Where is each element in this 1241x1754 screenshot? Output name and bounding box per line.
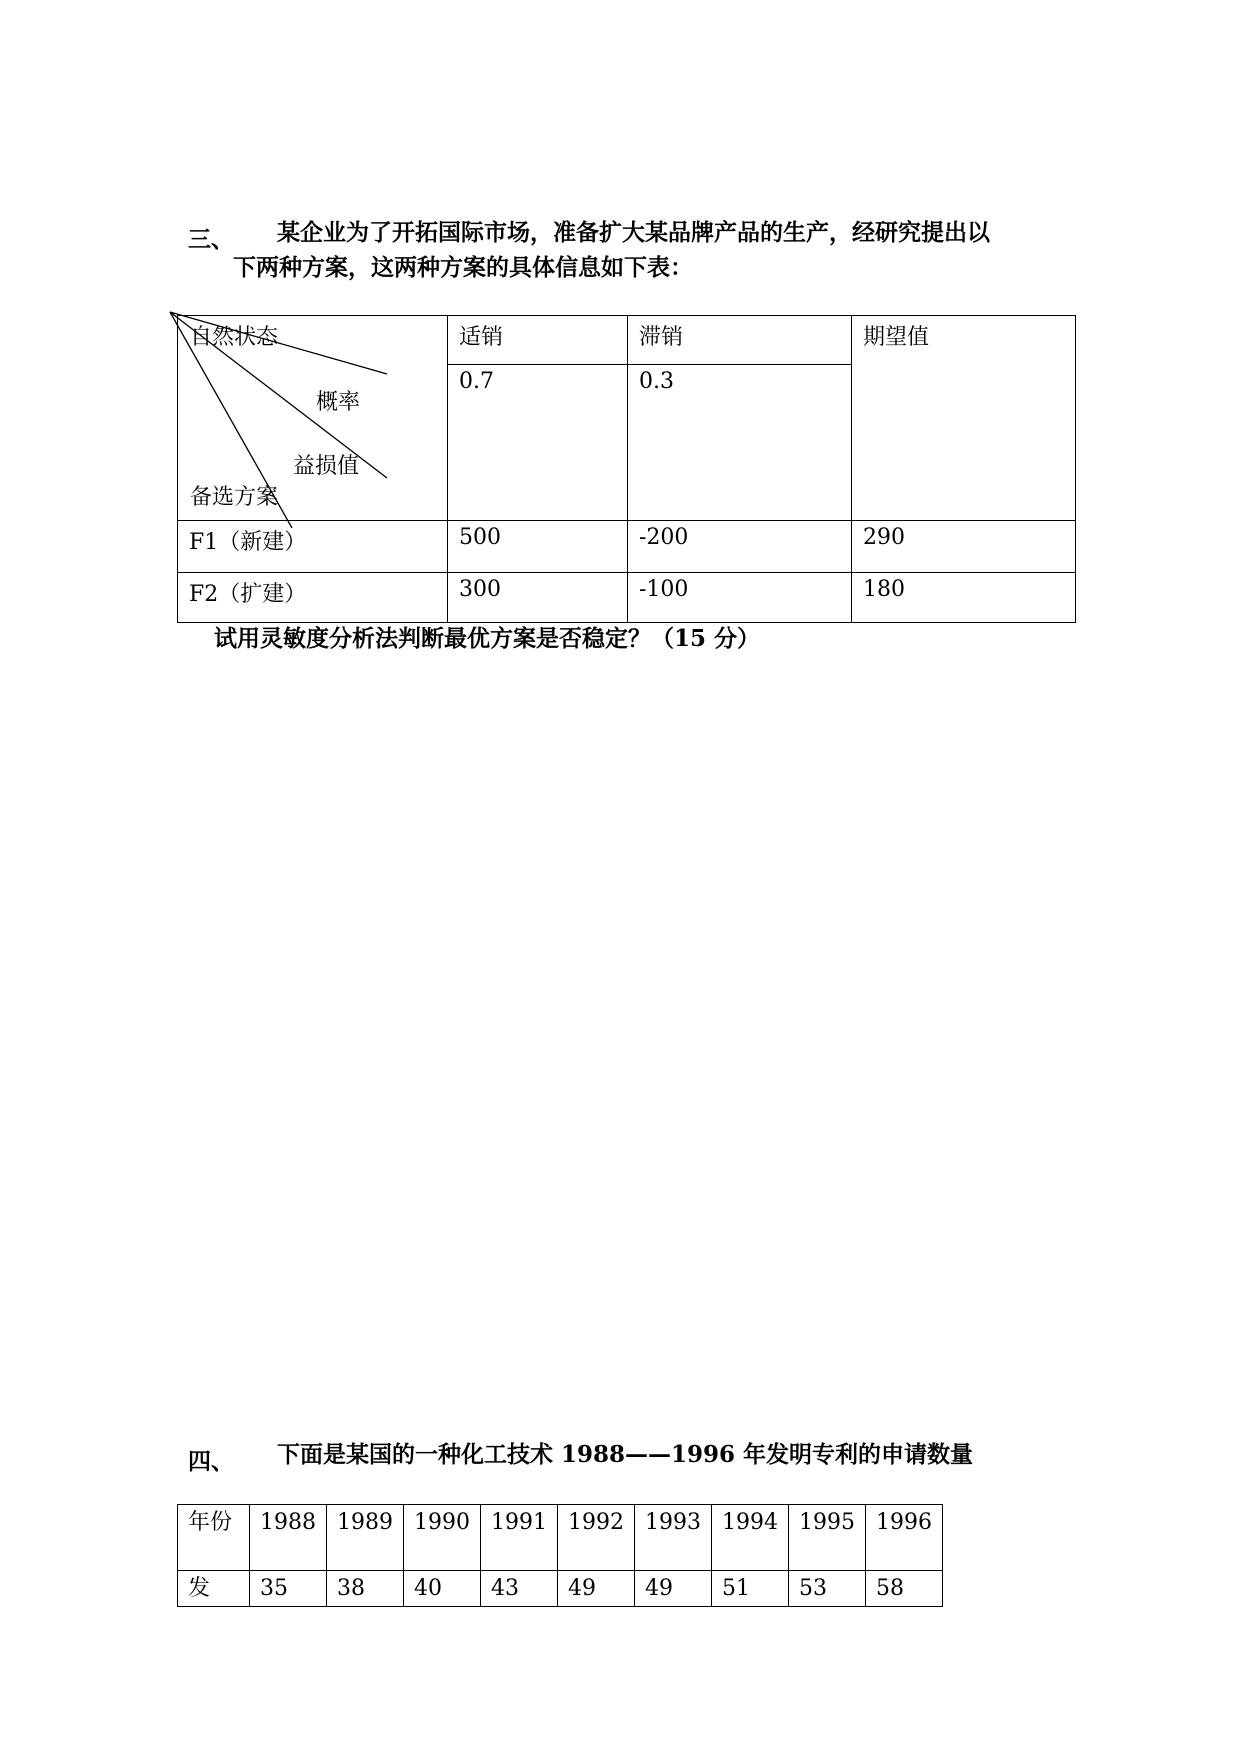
corner-plan-label: 备选方案 [190,485,279,510]
header-poor-sales: 滞销 [628,316,852,365]
row-f1-name: F1（新建） [178,521,448,573]
table-row [178,573,1076,623]
year-label: 年份 [178,1505,250,1571]
row-f2-expected: 180 [852,573,1076,623]
probability-good: 0.7 [448,365,628,521]
corner-state-label: 自然状态 [190,325,279,350]
year-cell: 1990 [404,1505,481,1571]
q3-text-line2: 下两种方案，这两种方案的具体信息如下表： [233,254,693,281]
year-cell: 1995 [789,1505,866,1571]
probability-poor: 0.3 [628,365,852,521]
count-cell: 38 [327,1571,404,1607]
year-cell: 1992 [558,1505,635,1571]
count-cell: 49 [558,1571,635,1607]
count-cell: 43 [481,1571,558,1607]
count-cell: 49 [635,1571,712,1607]
decision-table [177,315,1076,623]
year-cell: 1991 [481,1505,558,1571]
q3-number: 三、 [188,226,234,253]
header-expected-value: 期望值 [852,316,1076,521]
year-cell: 1988 [250,1505,327,1571]
q4-text: 下面是某国的一种化工技术 1988——1996 年发明专利的申请数量 [277,1441,974,1468]
year-cell: 1989 [327,1505,404,1571]
row-f1-expected: 290 [852,521,1076,573]
count-cell: 40 [404,1571,481,1607]
year-cell: 1993 [635,1505,712,1571]
q3-question: 试用灵敏度分析法判断最优方案是否稳定？（15 分） [214,625,761,652]
header-good-sales: 适销 [448,316,628,365]
row-f2-bad: -100 [628,573,852,623]
row-f2-name: F2（扩建） [178,573,448,623]
corner-payoff-label: 益损值 [293,454,360,479]
count-cell: 53 [789,1571,866,1607]
year-cell: 1996 [866,1505,943,1571]
decision-table-corner-cell [178,316,448,521]
year-cell: 1994 [712,1505,789,1571]
row-f1-good: 500 [448,521,628,573]
count-cell: 35 [250,1571,327,1607]
patent-table [177,1504,943,1607]
count-cell: 58 [866,1571,943,1607]
table-row [178,1571,943,1607]
row-f2-good: 300 [448,573,628,623]
count-cell: 51 [712,1571,789,1607]
table-row [178,1505,943,1571]
count-label: 发 [178,1571,250,1607]
row-f1-bad: -200 [628,521,852,573]
q3-text-line1: 某企业为了开拓国际市场，准备扩大某品牌产品的生产，经研究提出以 [277,219,990,246]
q4-number: 四、 [188,1448,234,1475]
corner-probability-label: 概率 [316,390,361,415]
